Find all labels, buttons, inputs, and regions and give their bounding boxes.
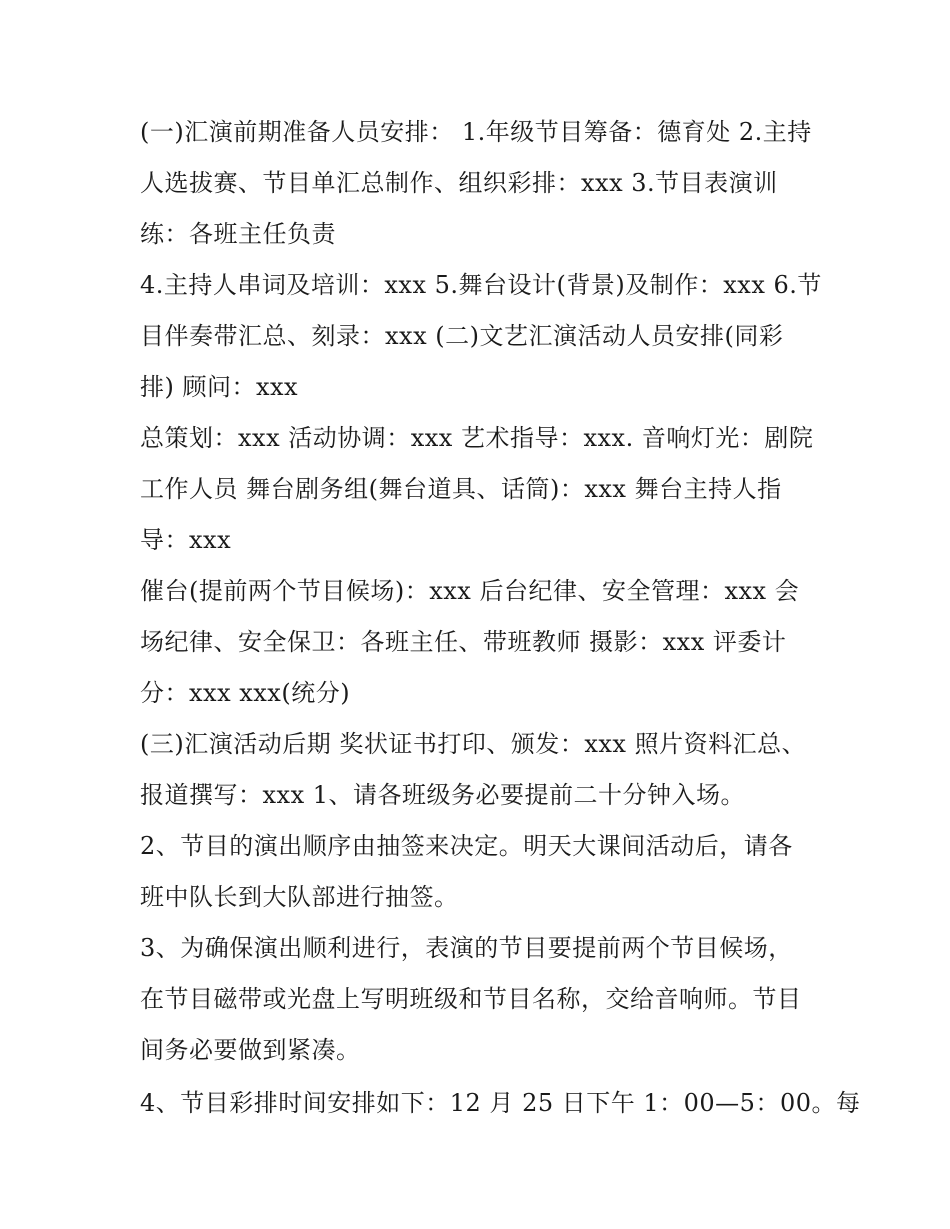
- text-line: 2、节目的演出顺序由抽签来决定。明天大课间活动后，请各: [140, 832, 793, 860]
- text-line: 人选拔赛、节目单汇总制作、组织彩排：xxx 3.节目表演训: [140, 169, 778, 197]
- text-line: 总策划：xxx 活动协调：xxx 艺术指导：xxx. 音响灯光：剧院: [140, 424, 814, 452]
- text-line: 练：各班主任负责: [140, 220, 336, 248]
- text-line: (一)汇演前期准备人员安排： 1.年级节目筹备：德育处 2.主持: [140, 118, 812, 146]
- text-line: 3、为确保演出顺利进行，表演的节目要提前两个节目候场，: [140, 934, 793, 962]
- text-line: 场纪律、安全保卫：各班主任、带班教师 摄影：xxx 评委计: [140, 628, 787, 656]
- text-line: 间务必要做到紧凑。: [140, 1036, 361, 1064]
- text-line: 4、节目彩排时间安排如下：12 月 25 日下午 1：00—5：00。每: [140, 1089, 861, 1117]
- text-line: 4.主持人串词及培训：xxx 5.舞台设计(背景)及制作：xxx 6.节: [140, 271, 822, 299]
- text-line: 分：xxx xxx(统分): [140, 679, 351, 707]
- text-line: 班中队长到大队部进行抽签。: [140, 883, 459, 911]
- document-body: [140, 107, 861, 1129]
- text-line: 催台(提前两个节目候场)：xxx 后台纪律、安全管理：xxx 会: [140, 577, 800, 605]
- text-line: 工作人员 舞台剧务组(舞台道具、话筒)：xxx 舞台主持人指: [140, 475, 782, 503]
- text-line: 导：xxx: [140, 526, 232, 554]
- text-line: 目伴奏带汇总、刻录：xxx (二)文艺汇演活动人员安排(同彩: [140, 322, 784, 350]
- text-line: (三)汇演活动后期 奖状证书打印、颁发：xxx 照片资料汇总、: [140, 730, 807, 758]
- text-line: 报道撰写：xxx 1、请各班级务必要提前二十分钟入场。: [140, 781, 746, 809]
- text-line: 排) 顾问：xxx: [140, 373, 299, 401]
- text-line: 在节目磁带或光盘上写明班级和节目名称，交给音响师。节目: [140, 985, 802, 1013]
